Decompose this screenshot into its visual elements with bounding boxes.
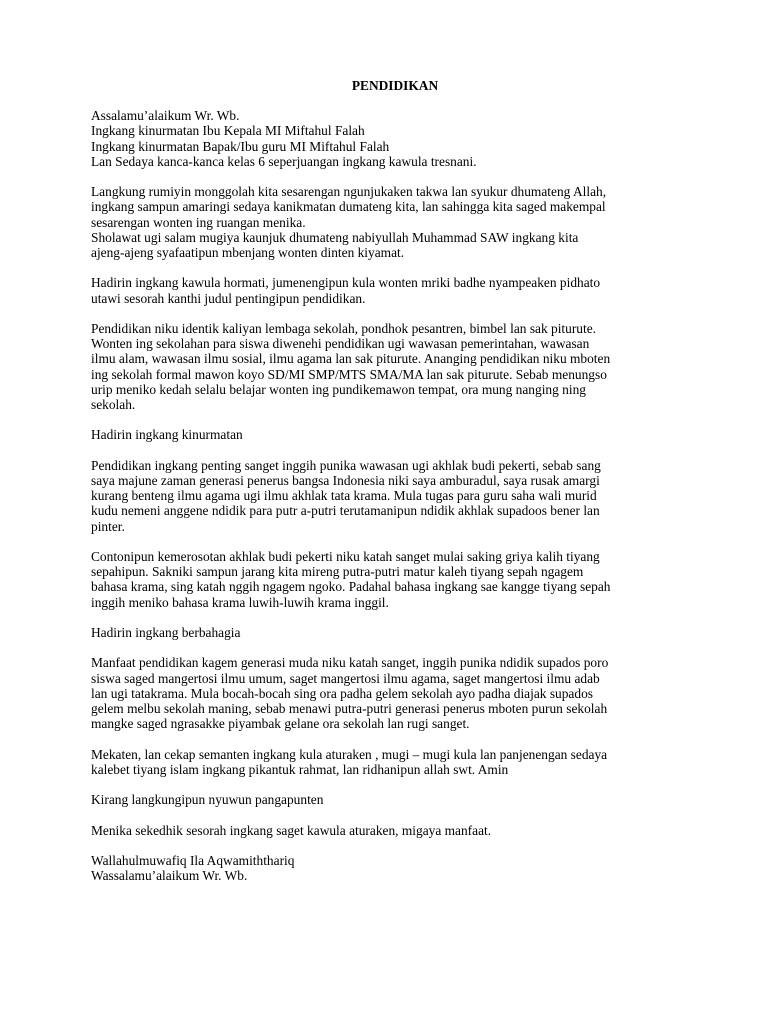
- paragraph: [91, 321, 691, 412]
- paragraph-line: Kirang langkungipun nyuwun pangapunten: [91, 792, 324, 808]
- paragraph-line: ilmu alam, wawasan ilmu sosial, ilmu agama lan sak piturute. Ananging pendidikan niku mboten: [91, 351, 611, 367]
- document-body: [91, 108, 691, 883]
- paragraph-line: kudu nemeni anggene ndidik para putr a-putri terutamanipun ndidik akhlak supadoos bener lan: [91, 503, 600, 519]
- paragraph-line: Ingkang kinurmatan Ibu Kepala MI Miftahul Falah: [91, 123, 365, 139]
- paragraph: [91, 747, 691, 777]
- paragraph-line: utawi sesorah kanthi judul pentingipun pendidikan.: [91, 290, 366, 306]
- paragraph: [91, 655, 691, 731]
- document-title: PENDIDIKAN: [351, 78, 439, 93]
- paragraph: [91, 625, 691, 640]
- paragraph-line: ing sekolah formal mawon koyo SD/MI SMP/MTS SMA/MA lan sak piturute. Sebab menungso: [91, 366, 607, 382]
- paragraph-line: Mekaten, lan cekap semanten ingkang kula aturaken , mugi – mugi kula lan panjenengan sedaya: [91, 746, 608, 762]
- paragraph-line: Pendidikan niku identik kaliyan lembaga sekolah, pondhok pesantren, bimbel lan sak piturute.: [91, 321, 597, 336]
- paragraph-line: kalebet tiyang islam ingkang pikantuk rahmat, lan ridhanipun allah swt. Amin: [91, 761, 509, 777]
- paragraph-line: sekolah.: [91, 397, 136, 413]
- paragraph-line: Wassalamu’alaikum Wr. Wb.: [91, 868, 248, 884]
- paragraph-line: ajeng-ajeng syafaatipun mbenjang wonten dinten kiyamat.: [91, 245, 405, 261]
- paragraph: [91, 792, 691, 807]
- paragraph-line: Ingkang kinurmatan Bapak/Ibu guru MI Miftahul Falah: [91, 138, 390, 154]
- paragraph-line: Wonten ing sekolahan para siswa diwenehi pendidikan ugi wawasan pemerintahan, wawasan: [91, 336, 590, 352]
- paragraph-line: kurang benteng ilmu agama ugi ilmu akhlak tata krama. Mula tugas para guru saha wali murid: [91, 488, 597, 504]
- paragraph: [91, 108, 691, 169]
- paragraph-line: Assalamu’alaikum Wr. Wb.: [91, 108, 240, 124]
- paragraph-line: Contonipun kemerosotan akhlak budi pekerti niku katah sanget mulai saking griya kalih tiyang: [91, 549, 600, 564]
- paragraph-line: sepahipun. Sakniki sampun jarang kita mireng putra-putri matur kaleh tiyang sepah ngagem: [91, 564, 584, 580]
- paragraph-line: Langkung rumiyin monggolah kita sesarengan ngunjukaken takwa lan syukur dhumateng Allah,: [91, 184, 607, 200]
- paragraph-line: Wallahulmuwafiq Ila Aqwamiththariq: [91, 852, 295, 868]
- paragraph-line: mangke saged ngrasakke piyambak gelane ora sekolah lan rugi sanget.: [91, 716, 470, 732]
- paragraph-line: inggih meniko bahasa krama luwih-luwih krama inggil.: [91, 594, 389, 610]
- paragraph-line: siswa saged mangertosi ilmu umum, saget mangertosi ilmu agama, saget mangertosi ilmu adab: [91, 670, 600, 686]
- paragraph: [91, 823, 691, 838]
- paragraph-line: lan ugi tatakrama. Mula bocah-bocah sing ora padha gelem sekolah ayo padha diajak supados: [91, 685, 593, 701]
- paragraph-line: Hadirin ingkang kinurmatan: [91, 427, 243, 443]
- paragraph-line: bahasa krama, sing katah nggih ngagem ngoko. Padahal bahasa ingkang sae kangge tiyang sepah: [91, 579, 611, 595]
- paragraph: [91, 458, 691, 534]
- document-page: [91, 78, 691, 899]
- paragraph: [91, 853, 691, 883]
- paragraph-line: pinter.: [91, 518, 125, 534]
- paragraph: [91, 184, 691, 260]
- paragraph-line: Menika sekedhik sesorah ingkang saget kawula aturaken, migaya manfaat.: [91, 822, 492, 838]
- paragraph-line: Hadirin ingkang berbahagia: [91, 625, 241, 640]
- paragraph: [91, 549, 691, 610]
- paragraph-line: urip meniko kedah selalu belajar wonten ing pundikemawon tempat, ora mung nanging ning: [91, 381, 586, 397]
- paragraph-line: saya majune zaman generasi penerus bangsa Indonesia niki saya amburadul, saya rusak amargi: [91, 473, 600, 488]
- paragraph-line: Manfaat pendidikan kagem generasi muda niku katah sanget, inggih punika ndidik supados poro: [91, 655, 609, 671]
- paragraph-line: ingkang sampun amaringi sedaya kanikmatan dumateng kita, lan sahingga kita saged makempal: [91, 199, 606, 215]
- paragraph-line: gelem melbu sekolah maning, sebab menawi putra-putri generasi penerus mboten purun sekolah: [91, 701, 608, 716]
- paragraph-line: Hadirin ingkang kawula hormati, jumenengipun kula wonten mriki badhe nyampeaken pidhato: [91, 275, 601, 291]
- paragraph: [91, 427, 691, 442]
- paragraph-line: Pendidikan ingkang penting sanget inggih punika wawasan ugi akhlak budi pekerti, sebab sang: [91, 457, 601, 473]
- paragraph-line: sesarengan wonten ing ruangan menika.: [91, 214, 306, 230]
- paragraph-line: Lan Sedaya kanca-kanca kelas 6 seperjuangan ingkang kawula tresnani.: [91, 153, 477, 169]
- paragraph-line: Sholawat ugi salam mugiya kaunjuk dhumateng nabiyullah Muhammad SAW ingkang kita: [91, 229, 579, 245]
- paragraph: [91, 275, 691, 305]
